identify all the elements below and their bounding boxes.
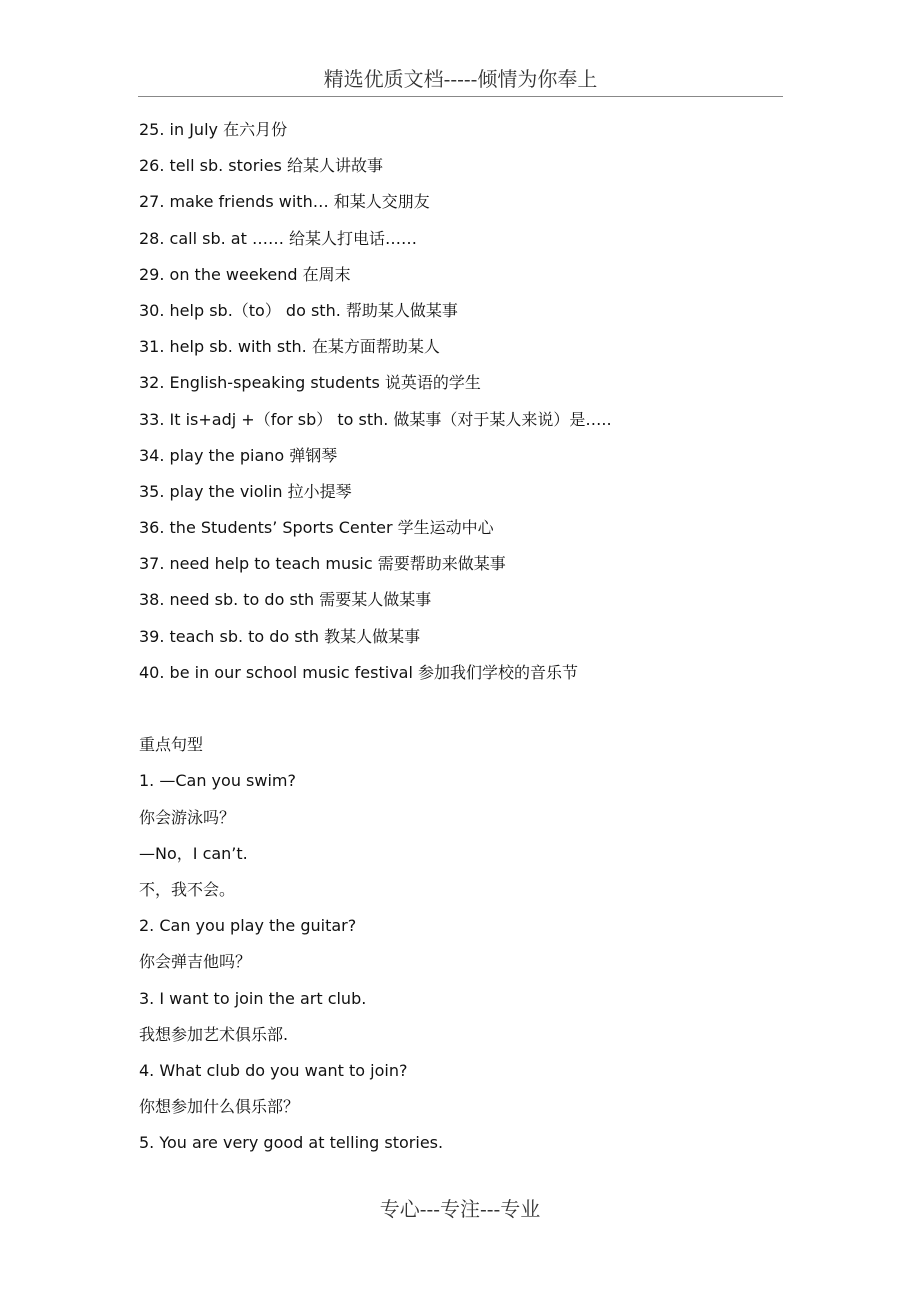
sentence-line: 2. Can you play the guitar? <box>139 916 357 936</box>
phrase-item: 35. play the violin 拉小提琴 <box>139 481 352 501</box>
sentence-line: 你想参加什么俱乐部？ <box>139 1097 300 1117</box>
page-header: 精选优质文档-----倾情为你奉上 <box>138 62 783 97</box>
phrase-item: 28. call sb. at …… 给某人打电话…… <box>139 228 418 248</box>
sentence-line: 你会弹吉他吗？ <box>139 952 252 972</box>
sentence-line: 3. I want to join the art club. <box>139 988 367 1008</box>
sentence-line: 4. What club do you want to join? <box>139 1060 408 1080</box>
phrase-item: 37. need help to teach music 需要帮助来做某事 <box>139 554 506 574</box>
sentence-line: 1. —Can you swim? <box>139 771 296 791</box>
section-title: 重点句型 <box>139 735 204 755</box>
phrase-item: 29. on the weekend 在周末 <box>139 264 351 284</box>
sentence-list <box>139 763 839 1161</box>
phrase-item: 38. need sb. to do sth 需要某人做某事 <box>139 590 432 610</box>
phrase-item: 40. be in our school music festival 参加我们学校的音乐节 <box>139 662 578 682</box>
phrase-item: 27. make friends with… 和某人交朋友 <box>139 192 430 212</box>
sentence-line: —No，I can’t. <box>139 843 248 863</box>
sentence-line: 我想参加艺术俱乐部. <box>139 1024 289 1044</box>
phrase-item: 33. It is+adj +（for sb） to sth. 做某事（对于某人来说）是….. <box>139 409 612 429</box>
phrase-item: 26. tell sb. stories 给某人讲故事 <box>139 156 383 176</box>
phrase-item: 34. play the piano 弹钢琴 <box>139 445 338 465</box>
phrase-item: 30. help sb.（to） do sth. 帮助某人做某事 <box>139 300 458 320</box>
sentence-line: 不，我不会。 <box>139 879 236 899</box>
phrase-item: 39. teach sb. to do sth 教某人做某事 <box>139 626 421 646</box>
phrase-item: 32. English-speaking students 说英语的学生 <box>139 373 481 393</box>
document-body <box>139 112 839 1161</box>
section-spacer <box>139 691 839 727</box>
phrase-item: 36. the Students’ Sports Center 学生运动中心 <box>139 518 494 538</box>
phrase-item: 25. in July 在六月份 <box>139 120 288 139</box>
sentence-line: 你会游泳吗？ <box>139 807 236 827</box>
phrase-list <box>139 112 839 691</box>
sentence-line: 5. You are very good at telling stories. <box>139 1133 444 1153</box>
page-footer: 专心---专注---专业 <box>379 1197 541 1221</box>
phrase-item: 31. help sb. with sth. 在某方面帮助某人 <box>139 337 440 357</box>
